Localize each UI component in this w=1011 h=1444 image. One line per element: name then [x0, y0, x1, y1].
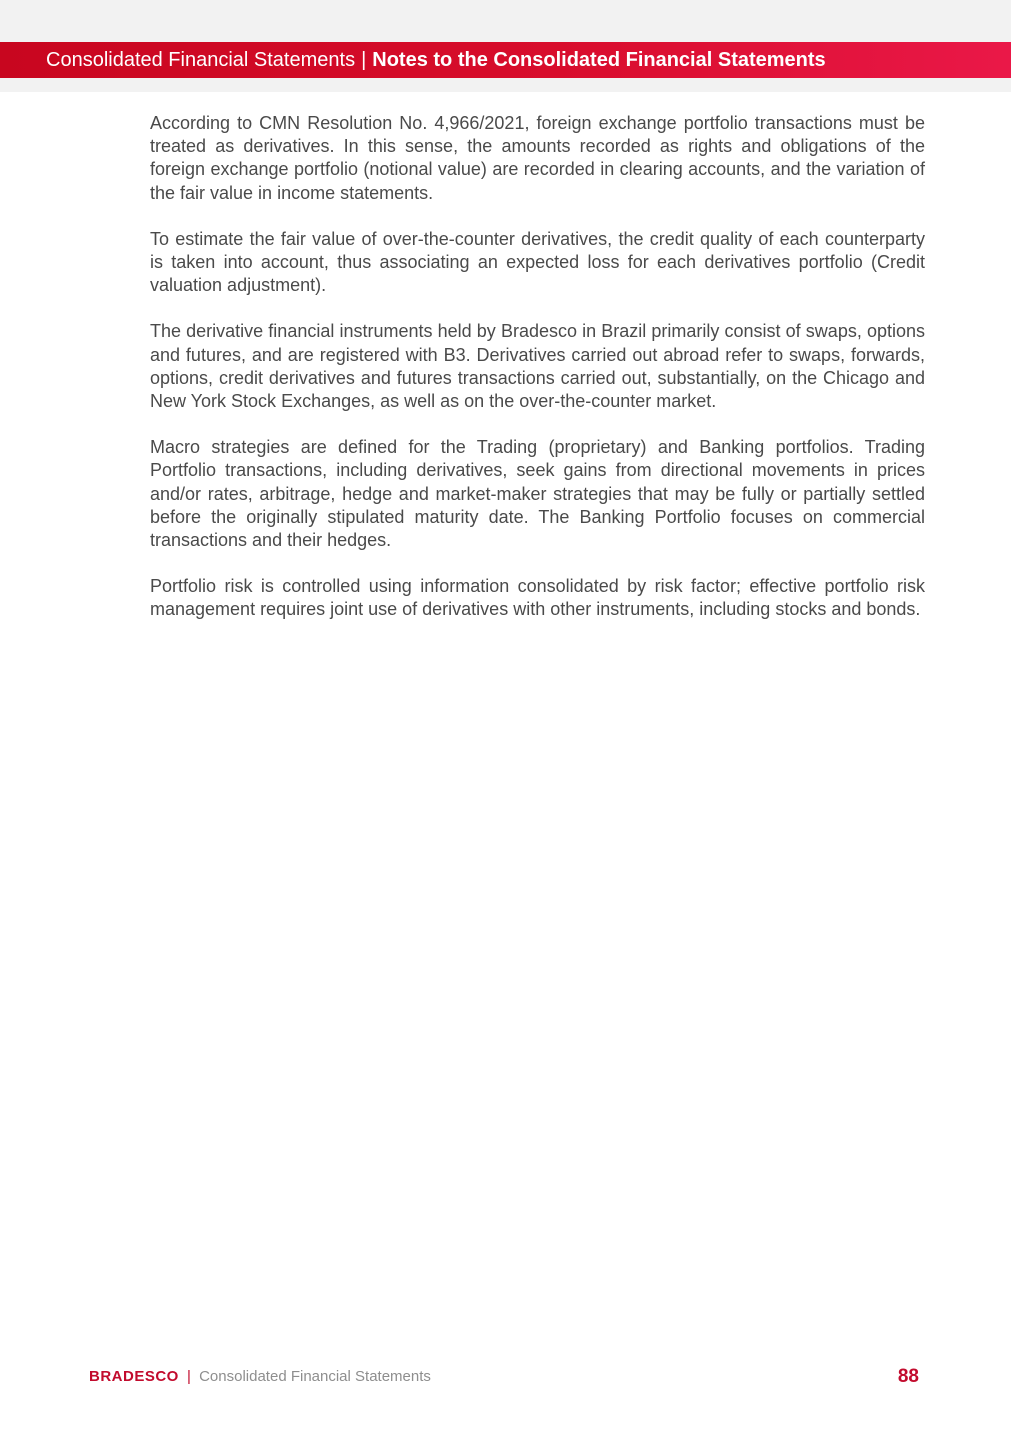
footer-document-title: Consolidated Financial Statements — [199, 1368, 431, 1385]
body-content — [150, 112, 925, 645]
paragraph-portfolio-risk: Portfolio risk is controlled using information consolidated by risk factor; effective portfolio risk management requires joint use of derivatives with other instruments, including stocks and bonds. — [150, 576, 925, 620]
header-section-title: Consolidated Financial Statements — [46, 48, 356, 71]
page-footer — [89, 1368, 431, 1385]
paragraph-macro-strategies: Macro strategies are defined for the Trading (proprietary) and Banking portfolios. Trading Portfolio transactions, including derivatives, seek gains from directional movements in prices and/or rates, arbitrage, hedge and market-maker strategies that may be fully or partially settled before the originally stipulated maturity date. The Banking Portfolio focuses on commercial transactions and their hedges. — [150, 437, 925, 551]
section-header — [0, 42, 1011, 78]
header-subsection-title: Notes to the Consolidated Financial Statements — [372, 48, 826, 71]
paragraph-derivative-instruments: The derivative financial instruments held by Bradesco in Brazil primarily consist of swaps, options and futures, and are registered with B3. Derivatives carried out abroad refer to swaps, forwards, options, credit derivatives and futures transactions carried out, substantially, on the Chicago and New York Stock Exchanges, as well as on the over-the-counter market. — [150, 321, 925, 412]
header-separator: | — [361, 48, 367, 71]
paragraph-foreign-exchange: According to CMN Resolution No. 4,966/2021, foreign exchange portfolio transactions must be treated as derivatives. In this sense, the amounts recorded as rights and obligations of the foreign exchange portfolio (notional value) are recorded in clearing accounts, and the variation of the fair value in income statements. — [150, 113, 925, 203]
page-number: 88 — [897, 1366, 919, 1387]
footer-brand: BRADESCO — [89, 1368, 179, 1385]
paragraph-fair-value: To estimate the fair value of over-the-counter derivatives, the credit quality of each counterparty is taken into account, thus associating an expected loss for each derivatives portfolio (Credit valuation adjustment). — [150, 228, 925, 296]
footer-separator: | — [187, 1368, 191, 1385]
